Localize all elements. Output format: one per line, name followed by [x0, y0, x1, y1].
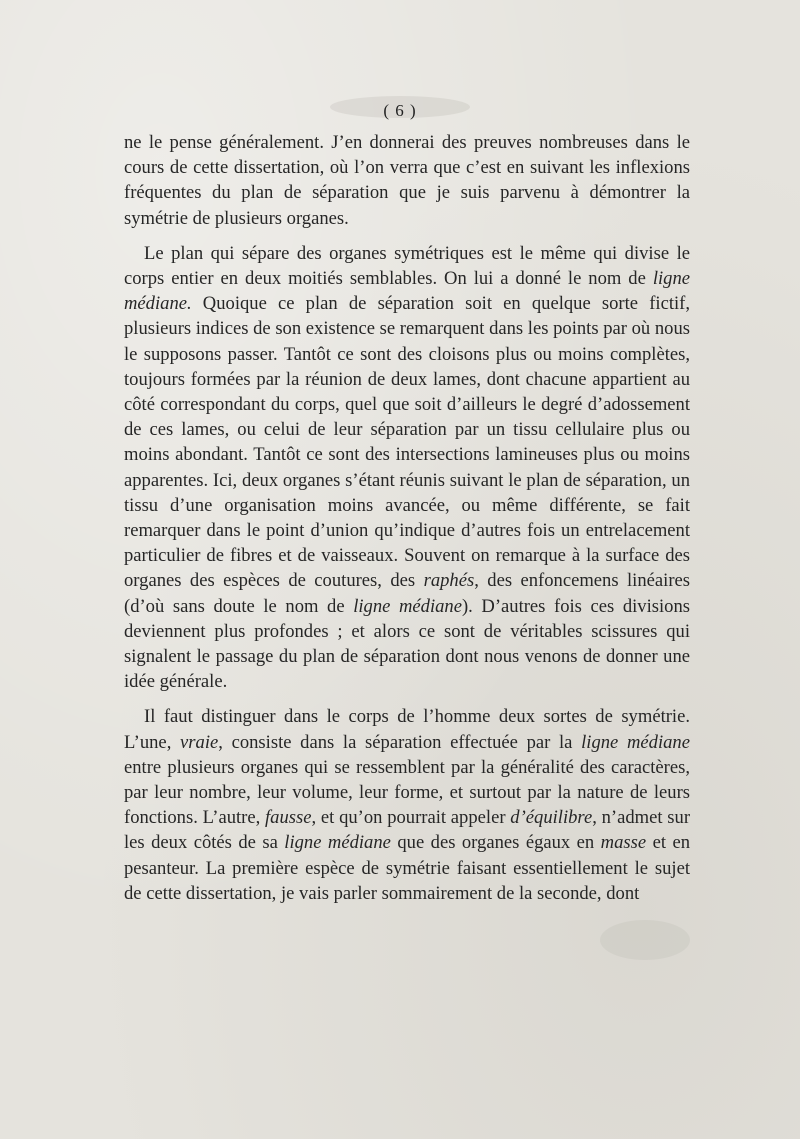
paragraph — [124, 130, 690, 231]
text-run: et en pesanteur. La première espèce de symétrie faisant essentiellement le sujet de cette dissertation, je vais parler sommairement de la seconde, dont — [124, 832, 690, 904]
italic-text: fausse — [265, 807, 312, 829]
text-run: , et qu’on pourrait appeler — [311, 807, 511, 829]
italic-text: d’équilibre — [510, 807, 593, 829]
text-run: Il faut distinguer dans le corps de l’homme deux sortes de symétrie. L’une, — [124, 706, 690, 753]
italic-text: raphés — [423, 570, 475, 592]
text-run: Le plan qui sépare des organes symétriques est le même qui divise le corps entier en deux moitiés semblables. On lui a donné le nom de — [124, 242, 690, 290]
italic-text: ligne médiane. — [124, 268, 690, 315]
text-run: Quoique ce plan de séparation soit en quelque sorte fictif, plusieurs indices de son existence se remarquent dans les points par où nous le supposons passer. Tantôt ce sont des cloisons plus ou moins complètes, toujours formées par la réunion de deux lames, dont chacune appartient au côté correspondant du corps, quel que soit d’ailleurs le degré d’adossement de ces lames, ou celui de leur séparation par un tissu cellulaire plus ou moins abondant. Tantôt ce sont des intersections lamineuses plus ou moins apparentes. Ici, deux organes s’étant réunis suivant le plan de séparation, un tissu d’une organisation moins avancée, ou même différente, se fait remarquer dans le point d’union qu’indique d’autres fois un entrelacement particulier de fibres et de vaisseaux. Souvent on remarque à la surface des organes des espèces de coutures, des — [124, 293, 690, 592]
paragraph — [124, 704, 690, 906]
text-run: , des enfoncemens linéaires (d’où sans doute le nom de — [124, 570, 691, 617]
body-text — [124, 130, 690, 906]
italic-text: ligne médiane — [581, 731, 690, 753]
text-run: , n’admet sur les deux côtés de sa — [124, 807, 691, 854]
text-run: ). D’autres fois ces divisions deviennent plus profondes ; et alors ce sont de véritables scissures qui signalent le passage du plan de séparation dont nous venons de donner une idée générale. — [124, 595, 690, 693]
text-run: entre plusieurs organes qui se ressemblent par la généralité des caractères, par leur nombre, leur volume, leur forme, et surtout par la nature de leurs fonctions. L’autre, — [124, 756, 690, 829]
paragraph — [124, 241, 690, 695]
text-run: que des organes égaux en — [390, 832, 601, 854]
italic-text: ligne médiane — [353, 595, 462, 617]
text-run: , consiste dans la séparation effectuée par la — [218, 731, 582, 753]
page-number: ( 6 ) — [383, 101, 417, 120]
italic-text: masse — [600, 832, 647, 854]
italic-text: ligne médiane — [284, 832, 391, 854]
italic-text: vraie — [180, 731, 219, 753]
text-run: ne le pense généralement. J’en donnerai des preuves nombreuses dans le cours de cette dissertation, où l’on verra que c’est en suivant les inflexions fréquentes du plan de séparation que je suis parvenu à démontrer la symétrie de plusieurs organes. — [124, 132, 690, 229]
paper-stain — [600, 920, 690, 960]
